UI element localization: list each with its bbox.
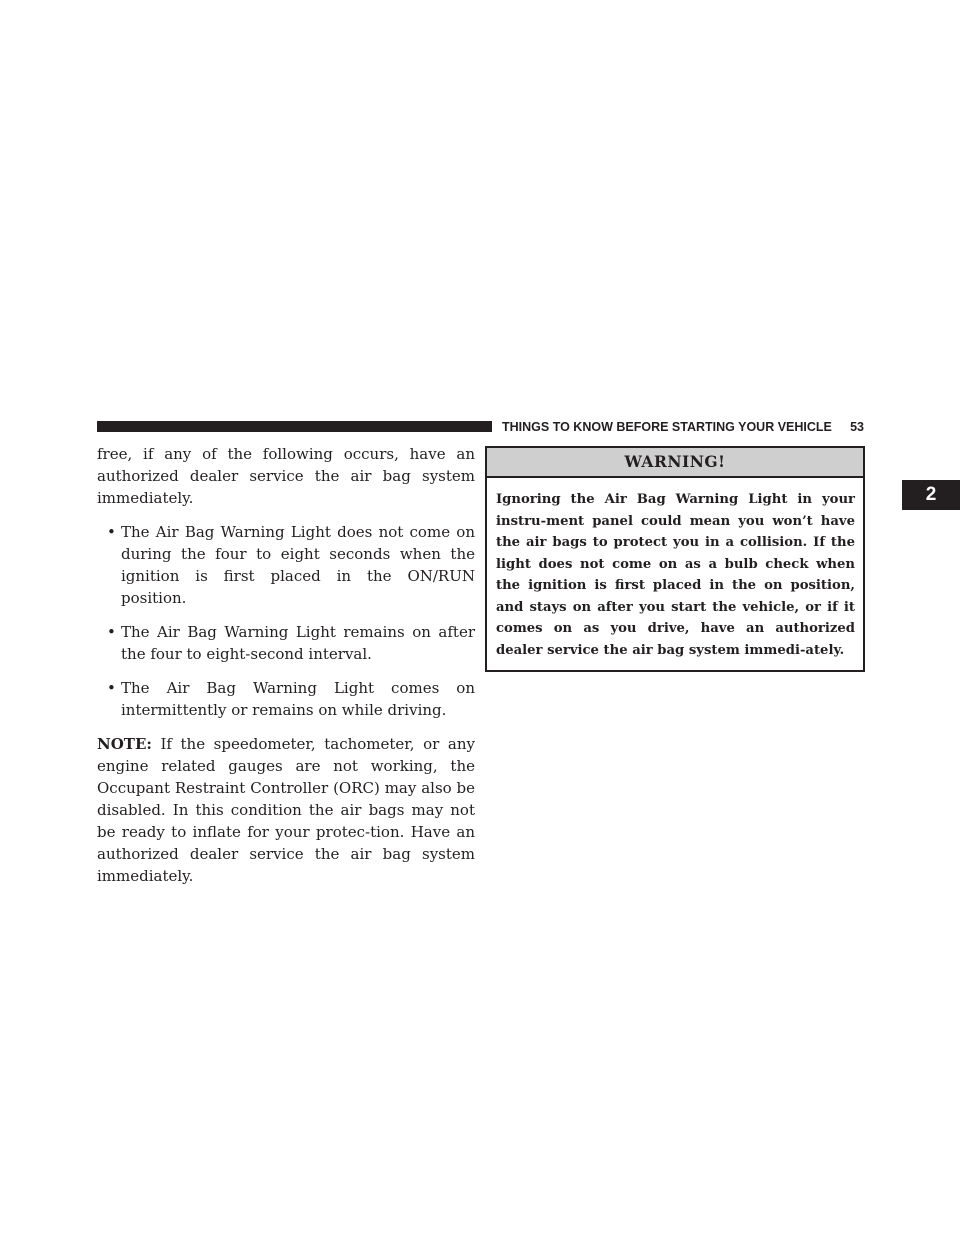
bullet-list — [97, 521, 475, 721]
bullet-icon: • — [107, 523, 116, 541]
note-text: If the speedometer, tachometer, or any engine related gauges are not working, the Occupant Restraint Controller (ORC) may also be disabled. In this condition the air bags may not be ready to inflate for your protec-tion. Have an authorized dealer service the air bag system immediately. — [97, 735, 475, 885]
note-paragraph — [97, 733, 475, 887]
left-column — [97, 443, 475, 899]
warning-text: Ignoring the Air Bag Warning Light in your instru-ment panel could mean you won’t have the air bags to protect you in a collision. If the light does not come on as a bulb check when the ignition is first placed in the on position, and stays on after you start the vehicle, or if it comes on as you drive, have an authorized dealer service the air bag system immedi-ately. — [496, 492, 855, 658]
list-item: • The Air Bag Warning Light remains on after the four to eight-second interval. — [107, 623, 475, 663]
header-rule — [97, 421, 492, 432]
list-item: • The Air Bag Warning Light does not come on during the four to eight seconds when the ignition is first placed in the ON/RUN position. — [107, 523, 475, 607]
bullet-icon: • — [107, 679, 116, 697]
running-head — [502, 418, 864, 436]
warning-title: WARNING! — [487, 448, 863, 478]
intro-paragraph: free, if any of the following occurs, have an authorized dealer service the air bag system immediately. — [97, 445, 475, 507]
list-item: • The Air Bag Warning Light comes on intermittently or remains on while driving. — [107, 679, 475, 719]
warning-box — [485, 446, 865, 672]
chapter-tab: 2 — [902, 480, 960, 510]
section-title: THINGS TO KNOW BEFORE STARTING YOUR VEHICLE — [502, 420, 832, 434]
note-label: NOTE: — [97, 735, 152, 753]
bullet-icon: • — [107, 623, 116, 641]
page-number: 53 — [850, 420, 864, 434]
